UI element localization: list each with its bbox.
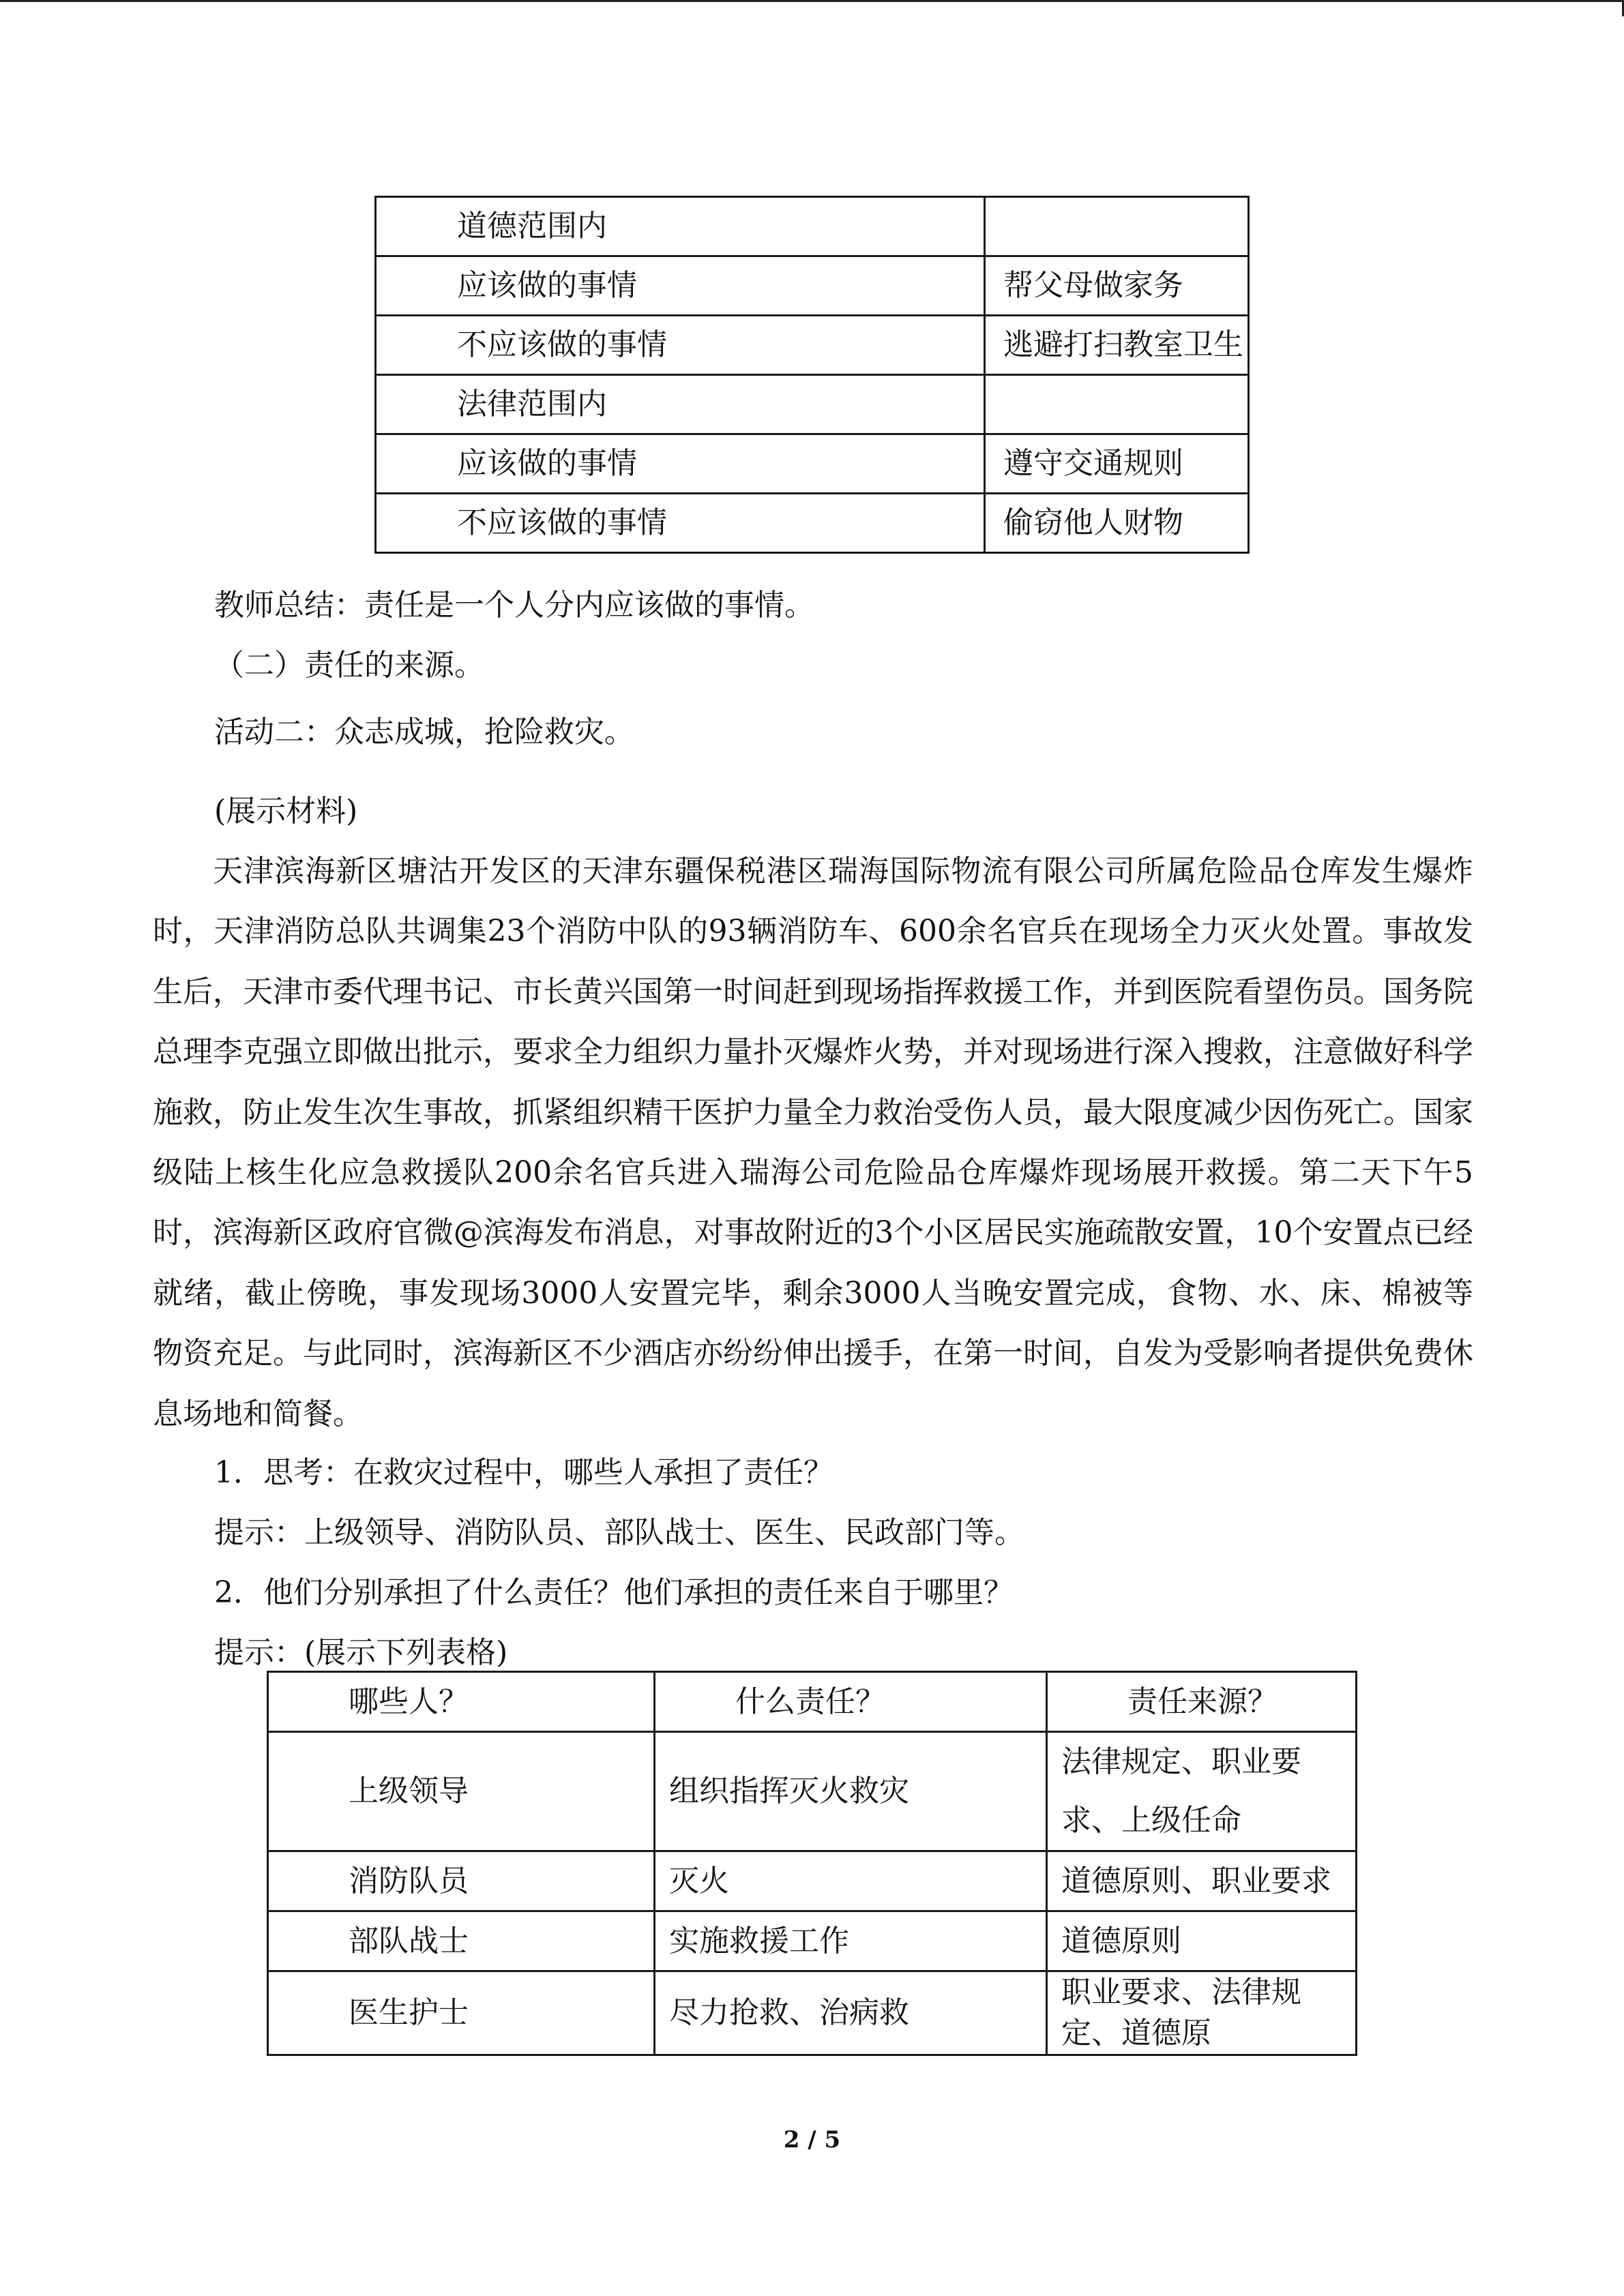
table-cell — [985, 375, 1249, 434]
table-header-cell: 责任来源？ — [1047, 1672, 1357, 1732]
table-row — [376, 494, 1249, 553]
activity-two-title: 活动二：众志成城，抢险救灾。 — [214, 715, 634, 749]
question-two: 2．他们分别承担了什么责任？他们承担的责任来自于哪里？ — [214, 1575, 1014, 1610]
table-cell: 逃避打扫教室卫生 — [985, 316, 1249, 375]
table-cell: 尽力抢救、治病救 — [655, 1971, 1047, 2055]
material-paragraph: 天津滨海新区塘沽开发区的天津东疆保税港区瑞海国际物流有限公司所属危险品仓库发生爆炸时，天津消防总队共调集23个消防中队的93辆消防车、600余名官兵在现场全力灭火处置。事故发生后，天津市委代理书记、市长黄兴国第一时间赶到现场指挥救援工作，并到医院看望伤员。国务院总理李克强立即做出批示，要求全力组织力量扑灭爆炸火势，并对现场进行深入搜救，注意做好科学施救，防止发生次生事故，抓紧组织精干医护力量全力救治受伤人员，最大限度减少因伤死亡。国家级陆上核生化应急救援队200余名官兵进入瑞海公司危险品仓库爆炸现场展开救援。第二天下午5时，滨海新区政府官微@滨海发布消息，对事故附近的3个小区居民实施疏散安置，10个安置点已经就绪，截止傍晚，事发现场3000人安置完毕，剩余3000人当晚安置完成，食物、水、床、棉被等物资充足。与此同时，滨海新区不少酒店亦纷纷伸出援手，在第一时间，自发为受影响者提供免费休息场地和简餐。 — [153, 854, 1473, 1431]
table-row — [268, 1851, 1357, 1911]
page-number: 2 / 5 — [783, 2126, 841, 2153]
table-row — [376, 316, 1249, 375]
table-cell: 实施救援工作 — [655, 1911, 1047, 1971]
table-cell: 道德范围内 — [376, 197, 985, 256]
table-cell: 不应该做的事情 — [376, 316, 985, 375]
show-material-label: (展示材料) — [214, 794, 358, 829]
teacher-summary: 教师总结：责任是一个人分内应该做的事情。 — [214, 588, 814, 623]
table-row — [376, 375, 1249, 434]
table-header-cell: 什么责任？ — [655, 1672, 1047, 1732]
table-row — [268, 1732, 1357, 1851]
moral-legal-table — [374, 196, 1250, 554]
responsibility-source-table — [267, 1671, 1357, 2056]
table-cell: 应该做的事情 — [376, 434, 985, 494]
table-row — [268, 1911, 1357, 1971]
table-cell: 法律范围内 — [376, 375, 985, 434]
table-cell: 上级领导 — [268, 1732, 655, 1851]
table-cell: 医生护士 — [268, 1971, 655, 2055]
table-row — [376, 434, 1249, 494]
table-row — [268, 1971, 1357, 2055]
table-cell: 应该做的事情 — [376, 256, 985, 316]
table-cell: 灭火 — [655, 1851, 1047, 1911]
table-row — [376, 197, 1249, 256]
answer-two: 提示：(展示下列表格) — [214, 1635, 508, 1670]
table-cell: 不应该做的事情 — [376, 494, 985, 553]
table-header-row — [268, 1672, 1357, 1732]
table-cell: 道德原则、职业要求 — [1047, 1851, 1357, 1911]
table-cell: 职业要求、法律规定、道德原 — [1047, 1971, 1357, 2055]
question-one: 1．思考：在救灾过程中，哪些人承担了责任？ — [214, 1455, 833, 1490]
table-cell: 道德原则 — [1047, 1911, 1357, 1971]
table-row — [376, 256, 1249, 316]
table-cell: 组织指挥灭火救灾 — [655, 1732, 1047, 1851]
table-cell: 法律规定、职业要求、上级任命 — [1047, 1732, 1357, 1851]
page-top-border — [0, 0, 1624, 2]
table-cell: 遵守交通规则 — [985, 434, 1249, 494]
section-heading-source: （二）责任的来源。 — [214, 648, 484, 683]
table-cell: 消防队员 — [268, 1851, 655, 1911]
table-cell: 帮父母做家务 — [985, 256, 1249, 316]
table-cell — [985, 197, 1249, 256]
table-header-cell: 哪些人？ — [268, 1672, 655, 1732]
table-cell: 部队战士 — [268, 1911, 655, 1971]
answer-one: 提示：上级领导、消防队员、部队战士、医生、民政部门等。 — [214, 1515, 1024, 1550]
table-cell: 偷窃他人财物 — [985, 494, 1249, 553]
